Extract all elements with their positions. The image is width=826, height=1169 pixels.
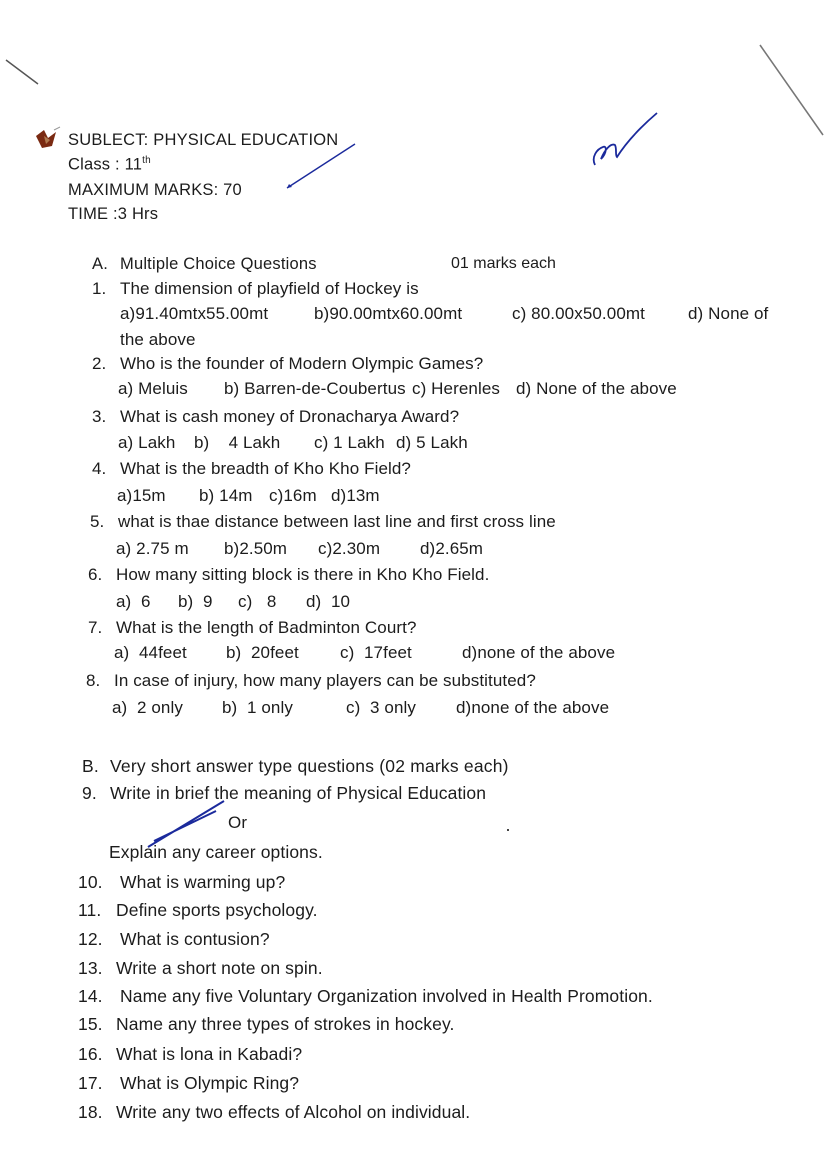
question-number: 14. — [78, 986, 103, 1006]
question-number: 18. — [78, 1102, 103, 1122]
question-7-options — [114, 643, 615, 663]
question-text: What is the breadth of Kho Kho Field? — [120, 459, 411, 478]
question-3-options — [118, 433, 468, 453]
stray-dot — [507, 829, 509, 831]
option-c: c) 1 Lakh — [314, 433, 385, 452]
question-text: Define sports psychology. — [116, 900, 318, 920]
option-a: a) 6 — [116, 592, 151, 611]
class-sup: th — [142, 155, 151, 166]
option-d: d)2.65m — [420, 539, 484, 558]
question-text: Write any two effects of Alcohol on individual. — [116, 1102, 471, 1122]
question-text: What is cash money of Dronacharya Award? — [120, 407, 460, 426]
question-text: What is warming up? — [120, 872, 286, 892]
question-1-continuation — [120, 330, 196, 350]
question-2 — [92, 354, 483, 374]
question-11 — [78, 900, 318, 921]
stamp-icon — [32, 126, 62, 154]
option-b: b) Barren-de-Coubertus — [224, 379, 406, 398]
option-c: c)16m — [269, 486, 317, 505]
or-text: Or — [228, 813, 248, 832]
option-b: b)90.00mtx60.00mt — [314, 304, 463, 323]
option-b: b)2.50m — [224, 539, 288, 558]
max-marks-text: MAXIMUM MARKS: 70 — [68, 181, 242, 199]
option-a: a) Lakh — [118, 433, 176, 452]
question-5 — [90, 512, 556, 532]
question-9-or — [228, 813, 247, 833]
question-text: Name any five Voluntary Organization involved in Health Promotion. — [120, 986, 653, 1006]
option-a: a)15m — [117, 486, 166, 505]
option-a: a) 2 only — [112, 698, 183, 717]
question-5-options — [116, 539, 483, 559]
section-a-heading — [92, 255, 317, 274]
option-d: d)13m — [331, 486, 380, 505]
option-c: c) 17feet — [340, 643, 412, 662]
question-number: 16. — [78, 1044, 103, 1064]
question-text: The dimension of playfield of Hockey is — [120, 279, 419, 298]
alt-question-text: Explain any career options. — [109, 842, 323, 862]
option-c: c)2.30m — [318, 539, 381, 558]
question-4 — [92, 459, 411, 479]
question-18 — [78, 1102, 470, 1123]
question-16 — [78, 1044, 302, 1065]
question-1 — [92, 279, 419, 299]
question-number: 3. — [92, 407, 107, 426]
option-c: c) 80.00x50.00mt — [512, 304, 645, 323]
pen-tick-mark — [283, 140, 363, 195]
question-8-options — [112, 698, 609, 718]
question-number: 9. — [82, 783, 97, 803]
question-14 — [78, 986, 653, 1007]
pen-arrow-mark — [140, 795, 230, 855]
question-4-options — [117, 486, 380, 506]
question-text: what is thae distance between last line and first cross line — [118, 512, 556, 531]
question-13 — [78, 958, 323, 979]
option-d: d) 5 Lakh — [396, 433, 468, 452]
question-number: 10. — [78, 872, 103, 892]
question-10 — [78, 872, 285, 893]
time-text: TIME :3 Hrs — [68, 205, 159, 223]
question-number: 17. — [78, 1073, 103, 1093]
option-d: d)none of the above — [462, 643, 616, 662]
question-text: Write in brief the meaning of Physical Education — [110, 783, 487, 803]
option-a: a)91.40mtx55.00mt — [120, 304, 269, 323]
option-d-continuation: the above — [120, 330, 196, 349]
option-a: a) Meluis — [118, 379, 188, 398]
option-c: c) 8 — [238, 592, 277, 611]
section-a-title: Multiple Choice Questions — [120, 255, 317, 273]
question-number: 2. — [92, 354, 107, 373]
question-text: What is Olympic Ring? — [120, 1073, 300, 1093]
max-marks-line — [68, 181, 242, 200]
question-15 — [78, 1014, 454, 1035]
option-d: d)none of the above — [456, 698, 610, 717]
question-2-options — [118, 379, 677, 399]
question-text: Name any three types of strokes in hockey. — [116, 1014, 455, 1034]
question-number: 6. — [88, 565, 103, 584]
class-text: Class : 11 — [68, 155, 143, 174]
option-a: a) 2.75 m — [116, 539, 189, 558]
option-c: c) Herenles — [412, 379, 501, 398]
question-17 — [78, 1073, 299, 1094]
question-text: How many sitting block is there in Kho Kho Field. — [116, 565, 490, 584]
scan-mark-top-left — [0, 50, 60, 90]
question-3 — [92, 407, 459, 427]
section-b-title: Very short answer type questions (02 marks each) — [110, 756, 509, 776]
option-b: b) 20feet — [226, 643, 299, 662]
subject-text: SUBLECT: PHYSICAL EDUCATION — [68, 131, 339, 149]
option-d: d) 10 — [306, 592, 351, 611]
question-6 — [88, 565, 489, 585]
section-b-heading — [82, 756, 509, 777]
option-b: b) 9 — [178, 592, 213, 611]
section-a-marks-text: 01 marks each — [451, 255, 556, 272]
question-text: What is the length of Badminton Court? — [116, 618, 417, 637]
signature-mark — [585, 105, 665, 175]
question-number: 4. — [92, 459, 107, 478]
section-b-label: B. — [82, 756, 99, 776]
option-d: d) None of — [688, 304, 769, 323]
question-6-options — [116, 592, 350, 612]
question-text: Write a short note on spin. — [116, 958, 323, 978]
scan-mark-top-right — [755, 40, 826, 140]
option-b: b) 1 only — [222, 698, 293, 717]
option-a: a) 44feet — [114, 643, 187, 662]
question-text: What is contusion? — [120, 929, 270, 949]
question-text: Who is the founder of Modern Olympic Games? — [120, 354, 484, 373]
question-number: 12. — [78, 929, 103, 949]
question-number: 8. — [86, 671, 101, 690]
question-text: In case of injury, how many players can be substituted? — [114, 671, 536, 690]
section-a-marks — [451, 255, 556, 273]
question-1-options — [120, 304, 768, 324]
question-7 — [88, 618, 417, 638]
question-12 — [78, 929, 270, 950]
question-number: 13. — [78, 958, 103, 978]
option-b: b) 4 Lakh — [194, 433, 281, 452]
time-line — [68, 205, 158, 224]
question-number: 5. — [90, 512, 105, 531]
question-number: 7. — [88, 618, 103, 637]
section-a-label: A. — [92, 255, 108, 273]
question-number: 1. — [92, 279, 107, 298]
question-8 — [86, 671, 536, 691]
option-b: b) 14m — [199, 486, 253, 505]
class-line — [68, 155, 151, 175]
question-number: 15. — [78, 1014, 103, 1034]
option-c: c) 3 only — [346, 698, 416, 717]
question-number: 11. — [78, 900, 102, 920]
question-text: What is lona in Kabadi? — [116, 1044, 303, 1064]
option-d: d) None of the above — [516, 379, 677, 398]
